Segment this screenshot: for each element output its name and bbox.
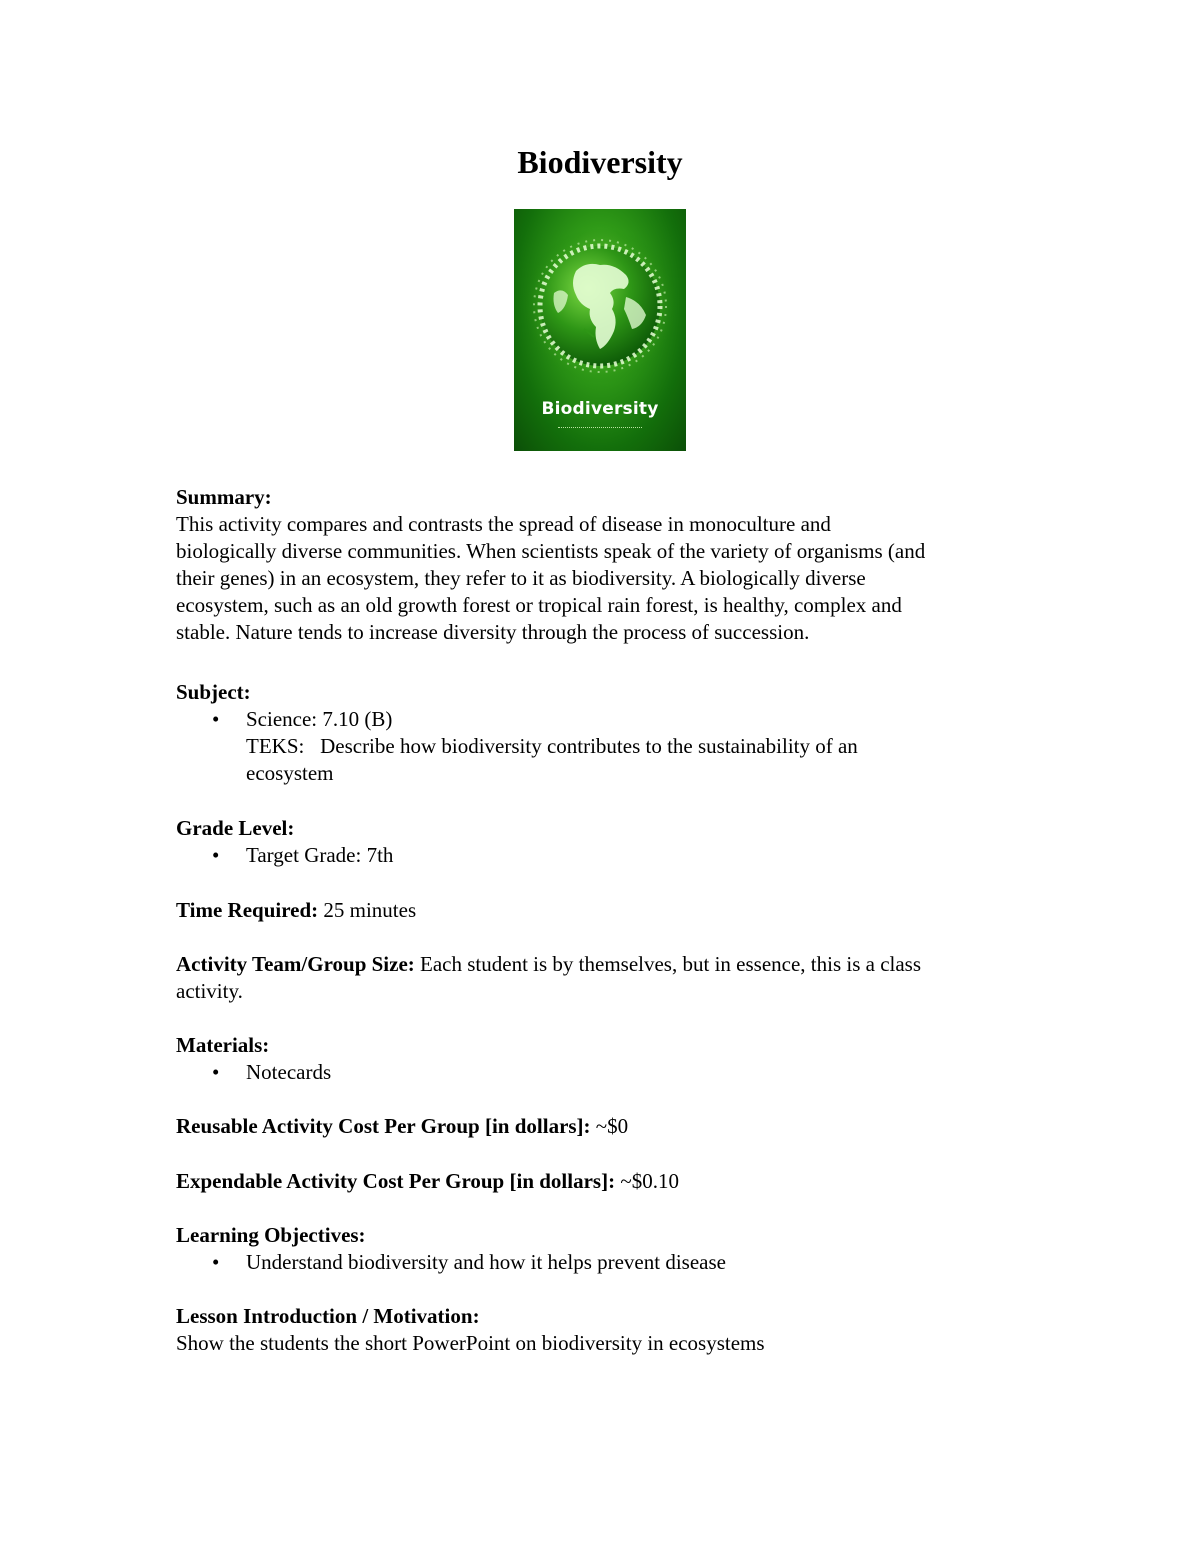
summary-line: This activity compares and contrasts the spread of disease in monoculture and [176,512,831,536]
expendable-cost-label: Expendable Activity Cost Per Group [in dollars]: [176,1169,616,1193]
summary-line: biologically diverse communities. When scientists speak of the variety of organisms (and [176,539,926,563]
learning-objective-item: Understand biodiversity and how it helps prevent disease [246,1250,726,1274]
list-item [176,1249,1036,1276]
page-title: Biodiversity [517,144,683,180]
summary-line: ecosystem, such as an old growth forest or tropical rain forest, is healthy, complex and [176,593,902,617]
reusable-cost [176,1113,1036,1140]
cover-image [514,209,686,451]
lesson-intro-label: Lesson Introduction / Motivation: [176,1304,480,1328]
subject-label: Subject: [176,680,251,704]
bullet-icon: • [212,1250,220,1274]
cover-subtitle-line [558,427,642,431]
lesson-intro-text: Show the students the short PowerPoint on biodiversity in ecosystems [176,1331,765,1355]
materials-list [176,1059,1036,1086]
cover-title: Biodiversity [541,399,659,419]
subject-line: TEKS: Describe how biodiversity contributes to the sustainability of an [246,734,858,758]
list-item [176,1059,1036,1086]
summary-line: their genes) in an ecosystem, they refer to it as biodiversity. A biologically diverse [176,566,866,590]
reusable-cost-label: Reusable Activity Cost Per Group [in dollars]: [176,1114,591,1138]
list-item [176,842,1036,869]
bullet-icon: • [212,1060,220,1084]
group-size-continued: activity. [176,979,243,1003]
learning-objectives-list [176,1249,1036,1276]
time-required-label: Time Required: [176,898,319,922]
subject-list [176,706,1036,787]
summary-line: stable. Nature tends to increase diversity through the process of succession. [176,620,810,644]
grade-level-label: Grade Level: [176,816,295,840]
time-required [176,897,1036,924]
reusable-cost-value: ~$0 [590,1114,629,1138]
grade-level-list [176,842,1036,869]
expendable-cost-value: ~$0.10 [615,1169,679,1193]
learning-objectives-label: Learning Objectives: [176,1223,366,1247]
materials-label: Materials: [176,1033,270,1057]
document-body [176,484,1036,1357]
bullet-icon: • [212,843,220,867]
list-item [176,706,1036,787]
grade-level-item: Target Grade: 7th [246,843,394,867]
group-size-value: Each student is by themselves, but in essence, this is a class [414,952,922,976]
bullet-icon: • [212,707,220,731]
group-size-label: Activity Team/Group Size: [176,952,415,976]
subject-line: ecosystem [246,761,334,785]
summary-label: Summary: [176,485,272,509]
materials-item: Notecards [246,1060,332,1084]
time-required-value: 25 minutes [318,898,417,922]
subject-line: Science: 7.10 (B) [246,707,393,731]
expendable-cost [176,1168,1036,1195]
group-size [176,951,1036,978]
